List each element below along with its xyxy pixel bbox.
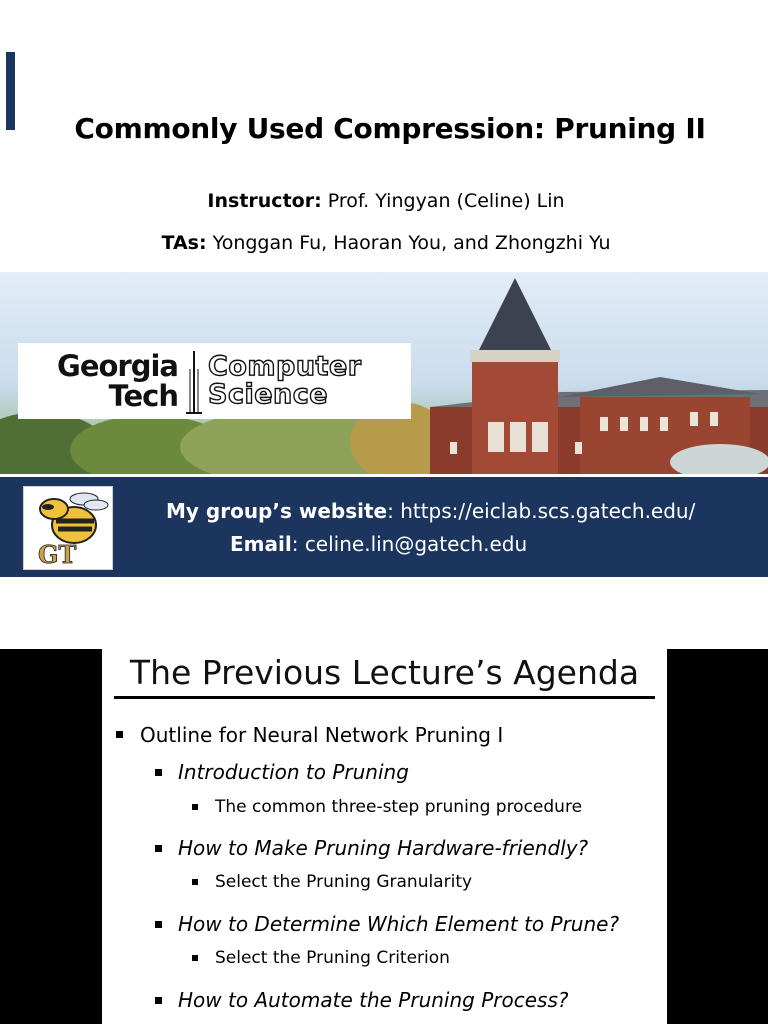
agenda-item-3: The common three-step pruning procedure (215, 797, 583, 817)
bullet-icon (192, 879, 198, 885)
agenda-item-7: Select the Pruning Criterion (215, 948, 450, 968)
tas-label: TAs: (161, 232, 207, 254)
tas-line (0, 232, 768, 254)
bullet-icon (155, 845, 162, 852)
website-label: My group’s website (166, 499, 388, 523)
tas-names: Yonggan Fu, Haoran You, and Zhongzhi Yu (206, 232, 611, 254)
tower-icon (184, 349, 204, 415)
agenda-item-1: Outline for Neural Network Pruning I (140, 723, 504, 747)
bullet-icon (155, 769, 162, 776)
email-address[interactable]: : celine.lin@gatech.edu (291, 532, 528, 556)
instructor-line (0, 190, 768, 212)
agenda-item-6: How to Determine Which Element to Prune? (178, 912, 620, 936)
agenda-item-2: Introduction to Pruning (178, 760, 409, 784)
email-label: Email (230, 532, 292, 556)
agenda-title: The Previous Lecture’s Agenda (129, 653, 640, 692)
logo-georgia-tech: Georgia Tech (57, 349, 178, 413)
svg-text:GT: GT (38, 540, 77, 569)
instructor-label: Instructor: (207, 190, 322, 212)
bullet-icon (192, 804, 198, 810)
bullet-icon (155, 997, 162, 1004)
agenda-item-8: How to Automate the Pruning Process? (178, 988, 569, 1012)
bullet-icon (155, 921, 162, 928)
agenda-item-4: How to Make Pruning Hardware-friendly? (178, 836, 589, 860)
title-underline (114, 696, 655, 699)
buzz-mascot-icon (23, 486, 113, 570)
bullet-icon (116, 731, 123, 738)
logo-computer-science: Computer Science (208, 351, 362, 410)
agenda-slide (102, 649, 667, 1024)
website-line (166, 499, 695, 523)
agenda-item-5: Select the Pruning Granularity (215, 872, 473, 892)
instructor-name: Prof. Yingyan (Celine) Lin (321, 190, 565, 212)
slide-title: Commonly Used Compression: Pruning II (74, 112, 706, 145)
website-url[interactable]: : https://eiclab.scs.gatech.edu/ (387, 499, 696, 523)
campus-banner-image (0, 272, 768, 474)
georgia-tech-cs-logo (18, 343, 411, 419)
bullet-icon (192, 955, 198, 961)
email-line (230, 532, 527, 556)
contact-footer (0, 477, 768, 577)
